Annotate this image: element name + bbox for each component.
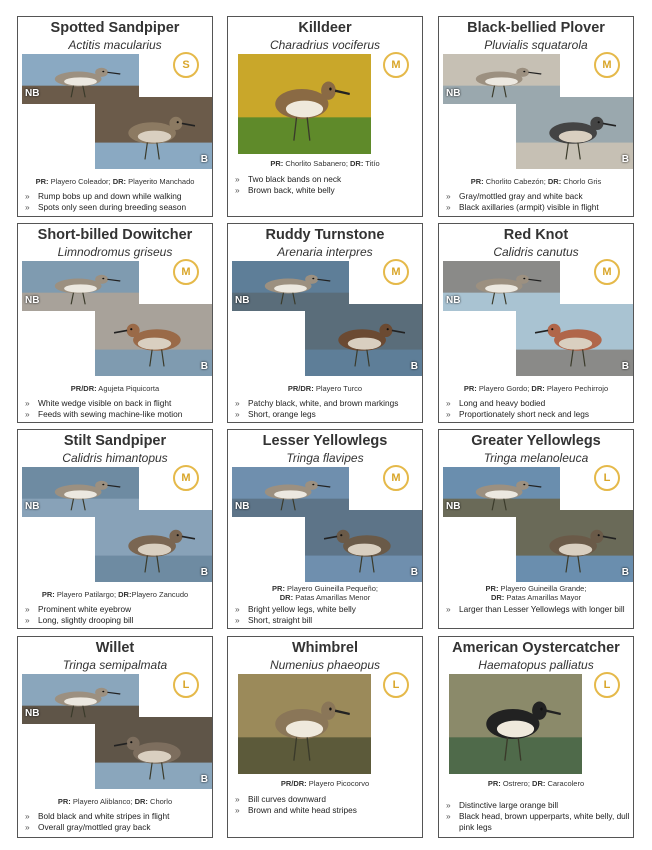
id-tip: » Black axillaries (armpit) visible in flight bbox=[443, 202, 630, 213]
local-name-text: Patas Amarillas Menor bbox=[293, 593, 371, 602]
scientific-name: Tringa semipalmata bbox=[62, 658, 168, 672]
region-label: DR: bbox=[279, 593, 294, 602]
photo-breeding bbox=[305, 304, 423, 376]
region-label: PR/DR: bbox=[287, 384, 314, 393]
bird-card-spotted-sandpiper bbox=[17, 16, 213, 217]
scientific-name: Haematopus palliatus bbox=[478, 658, 594, 672]
nonbreeding-label: NB bbox=[235, 501, 250, 512]
scientific-name: Calidris himantopus bbox=[62, 451, 168, 465]
local-names bbox=[22, 177, 208, 186]
bird-card-willet bbox=[17, 636, 213, 838]
id-tip: » Larger than Lesser Yellowlegs with longer bill bbox=[443, 604, 630, 615]
id-tips bbox=[443, 191, 630, 213]
id-tip: » Long, slightly drooping bill bbox=[22, 615, 209, 626]
nonbreeding-label: NB bbox=[25, 501, 40, 512]
breeding-label: B bbox=[410, 361, 418, 372]
size-badge: S bbox=[173, 52, 199, 78]
scientific-name: Tringa melanoleuca bbox=[483, 451, 589, 465]
id-tip: » Bill curves downward bbox=[232, 794, 419, 805]
region-label: PR: bbox=[485, 584, 499, 593]
bird-card-red-knot bbox=[438, 223, 634, 423]
id-tips bbox=[443, 800, 630, 833]
size-badge: L bbox=[594, 672, 620, 698]
local-names bbox=[232, 159, 418, 168]
region-label: PR: bbox=[57, 797, 71, 806]
local-name-text: Chorlo bbox=[147, 797, 173, 806]
photo-breeding bbox=[95, 304, 213, 376]
id-tip: » Short, orange legs bbox=[232, 409, 419, 420]
local-name-text: Patas Amarillas Mayor bbox=[504, 593, 582, 602]
region-label: PR: bbox=[270, 159, 284, 168]
scientific-name: Tringa flavipes bbox=[286, 451, 364, 465]
scientific-name: Calidris canutus bbox=[493, 245, 579, 259]
region-label: DR: bbox=[350, 159, 364, 168]
region-label: DR: bbox=[134, 797, 148, 806]
local-name-text: Playero Patilargo; bbox=[54, 590, 119, 599]
id-tip: » Patchy black, white, and brown markings bbox=[232, 398, 419, 409]
breeding-label: B bbox=[200, 774, 208, 785]
photo-breeding bbox=[305, 510, 423, 582]
nonbreeding-label: NB bbox=[25, 295, 40, 306]
id-tip: » Two black bands on neck bbox=[232, 174, 419, 185]
local-name-text: Playero Turco bbox=[313, 384, 363, 393]
bird-card-ruddy-turnstone bbox=[227, 223, 423, 423]
scientific-name: Limnodromus griseus bbox=[57, 245, 173, 259]
id-tip: » Gray/mottled gray and white back bbox=[443, 191, 630, 202]
bird-card-whimbrel bbox=[227, 636, 423, 838]
photo-bird bbox=[238, 674, 371, 774]
size-badge: M bbox=[383, 52, 409, 78]
local-names bbox=[232, 384, 418, 393]
id-tip: » Overall gray/mottled gray back bbox=[22, 822, 209, 833]
local-name-text: Playero Picocorvo bbox=[306, 779, 370, 788]
size-badge: M bbox=[383, 465, 409, 491]
id-tips bbox=[232, 174, 419, 196]
photo-breeding bbox=[516, 510, 634, 582]
local-name-text: Caracolero bbox=[545, 779, 585, 788]
nonbreeding-label: NB bbox=[446, 295, 461, 306]
id-tips bbox=[22, 811, 209, 833]
id-tip: » Long and heavy bodied bbox=[443, 398, 630, 409]
id-tip: » Brown and white head stripes bbox=[232, 805, 419, 816]
local-names bbox=[232, 779, 418, 788]
local-name-text: Ostrero; bbox=[500, 779, 533, 788]
local-names bbox=[22, 590, 208, 599]
local-names bbox=[22, 797, 208, 806]
scientific-name: Pluvialis squatarola bbox=[484, 38, 588, 52]
common-name: Black-bellied Plover bbox=[467, 20, 605, 36]
id-tips bbox=[22, 604, 209, 626]
region-label: PR: bbox=[41, 590, 55, 599]
local-names bbox=[232, 584, 418, 602]
size-badge: M bbox=[173, 465, 199, 491]
common-name: Lesser Yellowlegs bbox=[262, 433, 388, 449]
photo-bird bbox=[238, 54, 371, 154]
local-names bbox=[443, 584, 629, 602]
local-name-text: Playero Pechirrojo bbox=[544, 384, 609, 393]
bird-card-grid bbox=[17, 16, 639, 838]
photo-breeding bbox=[95, 510, 213, 582]
size-badge: M bbox=[594, 52, 620, 78]
breeding-label: B bbox=[200, 154, 208, 165]
breeding-label: B bbox=[621, 154, 629, 165]
local-name-text: Playero Zancudo bbox=[131, 590, 189, 599]
local-names bbox=[443, 177, 629, 186]
region-label: PR: bbox=[463, 384, 477, 393]
region-label: PR: bbox=[272, 584, 285, 593]
breeding-label: B bbox=[621, 361, 629, 372]
local-names bbox=[22, 384, 208, 393]
nonbreeding-label: NB bbox=[446, 501, 461, 512]
bird-card-american-oystercatcher bbox=[438, 636, 634, 838]
nonbreeding-label: NB bbox=[25, 708, 40, 719]
id-tips bbox=[443, 398, 630, 420]
id-tip: » Proportionately short neck and legs bbox=[443, 409, 630, 420]
region-label: PR: bbox=[470, 177, 484, 186]
size-badge: L bbox=[383, 672, 409, 698]
region-label: DR: bbox=[490, 593, 505, 602]
local-name-text: Chorlito Sabanero; bbox=[283, 159, 351, 168]
region-label: DR: bbox=[112, 177, 127, 186]
local-name-text: Playero Gordo; bbox=[476, 384, 532, 393]
id-tips bbox=[22, 191, 209, 213]
id-tip: » Black head, brown upperparts, white belly, dull pink legs bbox=[443, 811, 630, 833]
region-label: PR/DR: bbox=[280, 779, 307, 788]
size-badge: M bbox=[594, 259, 620, 285]
common-name: Short-billed Dowitcher bbox=[37, 227, 193, 243]
id-tip: » Prominent white eyebrow bbox=[22, 604, 209, 615]
common-name: Red Knot bbox=[503, 227, 569, 243]
region-label: DR: bbox=[532, 779, 546, 788]
bird-card-killdeer bbox=[227, 16, 423, 217]
id-tip: » Bold black and white stripes in flight bbox=[22, 811, 209, 822]
id-tip: » Brown back, white belly bbox=[232, 185, 419, 196]
id-tips bbox=[443, 604, 630, 615]
size-badge: M bbox=[383, 259, 409, 285]
id-tips bbox=[232, 398, 419, 420]
region-label: DR: bbox=[531, 384, 545, 393]
local-name-text: Chorlito Cabezón; bbox=[483, 177, 548, 186]
local-name-text: Chorlo Gris bbox=[561, 177, 602, 186]
nonbreeding-label: NB bbox=[25, 88, 40, 99]
bird-card-greater-yellowlegs bbox=[438, 429, 634, 629]
region-label: PR: bbox=[35, 177, 49, 186]
size-badge: M bbox=[173, 259, 199, 285]
id-tip: » Feeds with sewing machine-like motion bbox=[22, 409, 209, 420]
local-name-text: Playero Coleador; bbox=[48, 177, 113, 186]
local-name-text: Playero Aliblanco; bbox=[70, 797, 135, 806]
bird-card-lesser-yellowlegs bbox=[227, 429, 423, 629]
id-tips bbox=[232, 794, 419, 816]
region-label: DR: bbox=[118, 590, 132, 599]
bird-card-short-billed-dowitcher bbox=[17, 223, 213, 423]
bird-card-black-bellied-plover bbox=[438, 16, 634, 217]
photo-breeding bbox=[516, 97, 634, 169]
photo-breeding bbox=[516, 304, 634, 376]
scientific-name: Actitis macularius bbox=[68, 38, 162, 52]
photo-bird bbox=[449, 674, 582, 774]
id-tip: » Short, straight bill bbox=[232, 615, 419, 626]
breeding-label: B bbox=[621, 567, 629, 578]
id-tip: » Spots only seen during breeding season bbox=[22, 202, 209, 213]
nonbreeding-label: NB bbox=[235, 295, 250, 306]
breeding-label: B bbox=[200, 567, 208, 578]
local-name-text: Playerito Manchado bbox=[126, 177, 195, 186]
common-name: Ruddy Turnstone bbox=[265, 227, 385, 243]
size-badge: L bbox=[594, 465, 620, 491]
common-name: American Oystercatcher bbox=[452, 640, 620, 656]
common-name: Whimbrel bbox=[291, 640, 359, 656]
region-label: DR: bbox=[547, 177, 562, 186]
id-tips bbox=[22, 398, 209, 420]
local-name-text: Agujeta Piquicorta bbox=[96, 384, 160, 393]
common-name: Stilt Sandpiper bbox=[63, 433, 167, 449]
common-name: Killdeer bbox=[298, 20, 352, 36]
scientific-name: Arenaria interpres bbox=[277, 245, 373, 259]
id-tip: » Rump bobs up and down while walking bbox=[22, 191, 209, 202]
id-tip: » Distinctive large orange bill bbox=[443, 800, 630, 811]
id-tip: » White wedge visible on back in flight bbox=[22, 398, 209, 409]
scientific-name: Charadrius vociferus bbox=[269, 38, 381, 52]
local-name-text: Playero Guineilla Grande; bbox=[498, 584, 587, 593]
region-label: PR: bbox=[487, 779, 501, 788]
id-tips bbox=[232, 604, 419, 626]
common-name: Spotted Sandpiper bbox=[50, 20, 180, 36]
id-tip: » Bright yellow legs, white belly bbox=[232, 604, 419, 615]
local-names bbox=[443, 779, 629, 788]
bird-card-stilt-sandpiper bbox=[17, 429, 213, 629]
size-badge: L bbox=[173, 672, 199, 698]
local-name-text: Titío bbox=[363, 159, 380, 168]
photo-breeding bbox=[95, 97, 213, 169]
photo-breeding bbox=[95, 717, 213, 789]
common-name: Willet bbox=[95, 640, 135, 656]
local-name-text: Playero Guineilla Pequeño; bbox=[284, 584, 378, 593]
common-name: Greater Yellowlegs bbox=[471, 433, 601, 449]
local-names bbox=[443, 384, 629, 393]
breeding-label: B bbox=[200, 361, 208, 372]
region-label: PR/DR: bbox=[70, 384, 97, 393]
scientific-name: Numenius phaeopus bbox=[269, 658, 381, 672]
breeding-label: B bbox=[410, 567, 418, 578]
nonbreeding-label: NB bbox=[446, 88, 461, 99]
